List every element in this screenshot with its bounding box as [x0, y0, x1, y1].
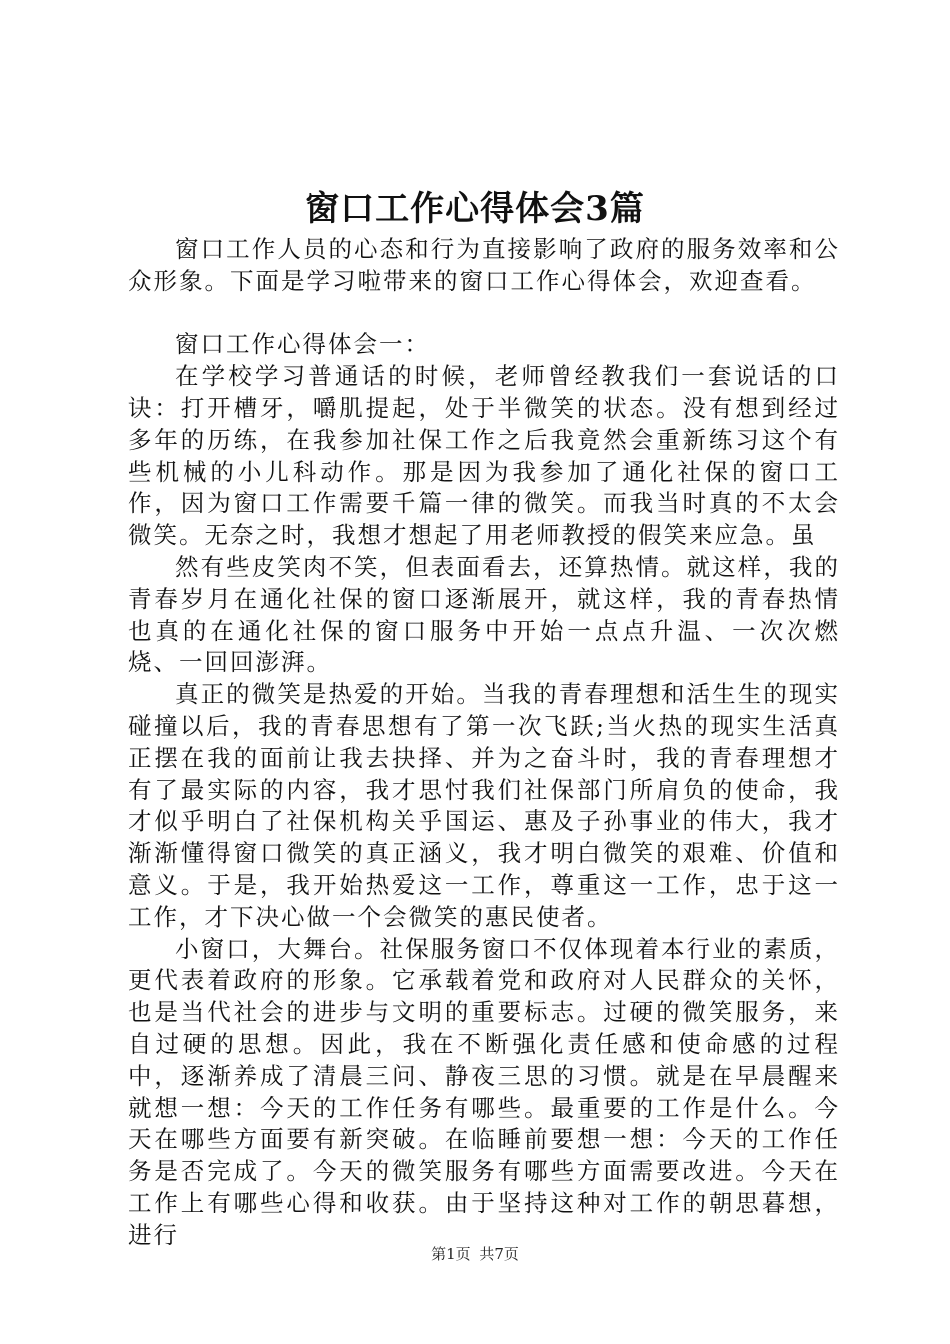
body-paragraph: 在学校学习普通话的时候，老师曾经教我们一套说话的口诀：打开槽牙，嚼肌提起，处于半微笑的状态。没有想到经过多年的历练，在我参加社保工作之后我竟然会重新练习这个有些机械的小儿科动作。那是因为我参加了通化社保的窗口工作，因为窗口工作需要千篇一律的微笑。而我当时真的不太会微笑。无奈之时，我想才想起了用老师教授的假笑来应急。虽: [128, 362, 840, 550]
body-paragraph: 真正的微笑是热爱的开始。当我的青春理想和活生生的现实碰撞以后，我的青春思想有了第一次飞跃;当火热的现实生活真正摆在我的面前让我去抉择、并为之奋斗时，我的青春理想才有了最实际的内容，我才思忖我们社保部门所肩负的使命，我才似乎明白了社保机构关乎国运、惠及子孙事业的伟大，我才渐渐懂得窗口微笑的真正涵义，我才明白微笑的艰难、价值和意义。于是，我开始热爱这一工作，尊重这一工作，忠于这一工作，才下决心做一个会微笑的惠民使者。: [128, 680, 840, 931]
page-number: 第1页: [431, 1245, 471, 1263]
document-body: [128, 234, 840, 1252]
page-footer: [0, 1244, 950, 1264]
section-heading: 窗口工作心得体会一：: [175, 330, 430, 359]
intro-paragraph: 窗口工作人员的心态和行为直接影响了政府的服务效率和公众形象。下面是学习啦带来的窗口工作心得体会，欢迎查看。: [128, 235, 840, 295]
body-paragraph: 小窗口，大舞台。社保服务窗口不仅体现着本行业的素质，更代表着政府的形象。它承载着党和政府对人民群众的关怀，也是当代社会的进步与文明的重要标志。过硬的微笑服务，来自过硬的思想。因此，我在不断强化责任感和使命感的过程中，逐渐养成了清晨三问、静夜三思的习惯。就是在早晨醒来就想一想：今天的工作任务有哪些。最重要的工作是什么。今天在哪些方面要有新突破。在临睡前要想一想：今天的工作任务是否完成了。今天的微笑服务有哪些方面需要改进。今天在工作上有哪些心得和收获。由于坚持这种对工作的朝思暮想，进行: [128, 934, 840, 1249]
page-total: 共7页: [479, 1245, 519, 1263]
body-paragraph: 然有些皮笑肉不笑，但表面看去，还算热情。就这样，我的青春岁月在通化社保的窗口逐渐展开，就这样，我的青春热情也真的在通化社保的窗口服务中开始一点点升温、一次次燃烧、一回回澎湃。: [128, 552, 840, 677]
document-title: 窗口工作心得体会3篇: [305, 189, 645, 229]
